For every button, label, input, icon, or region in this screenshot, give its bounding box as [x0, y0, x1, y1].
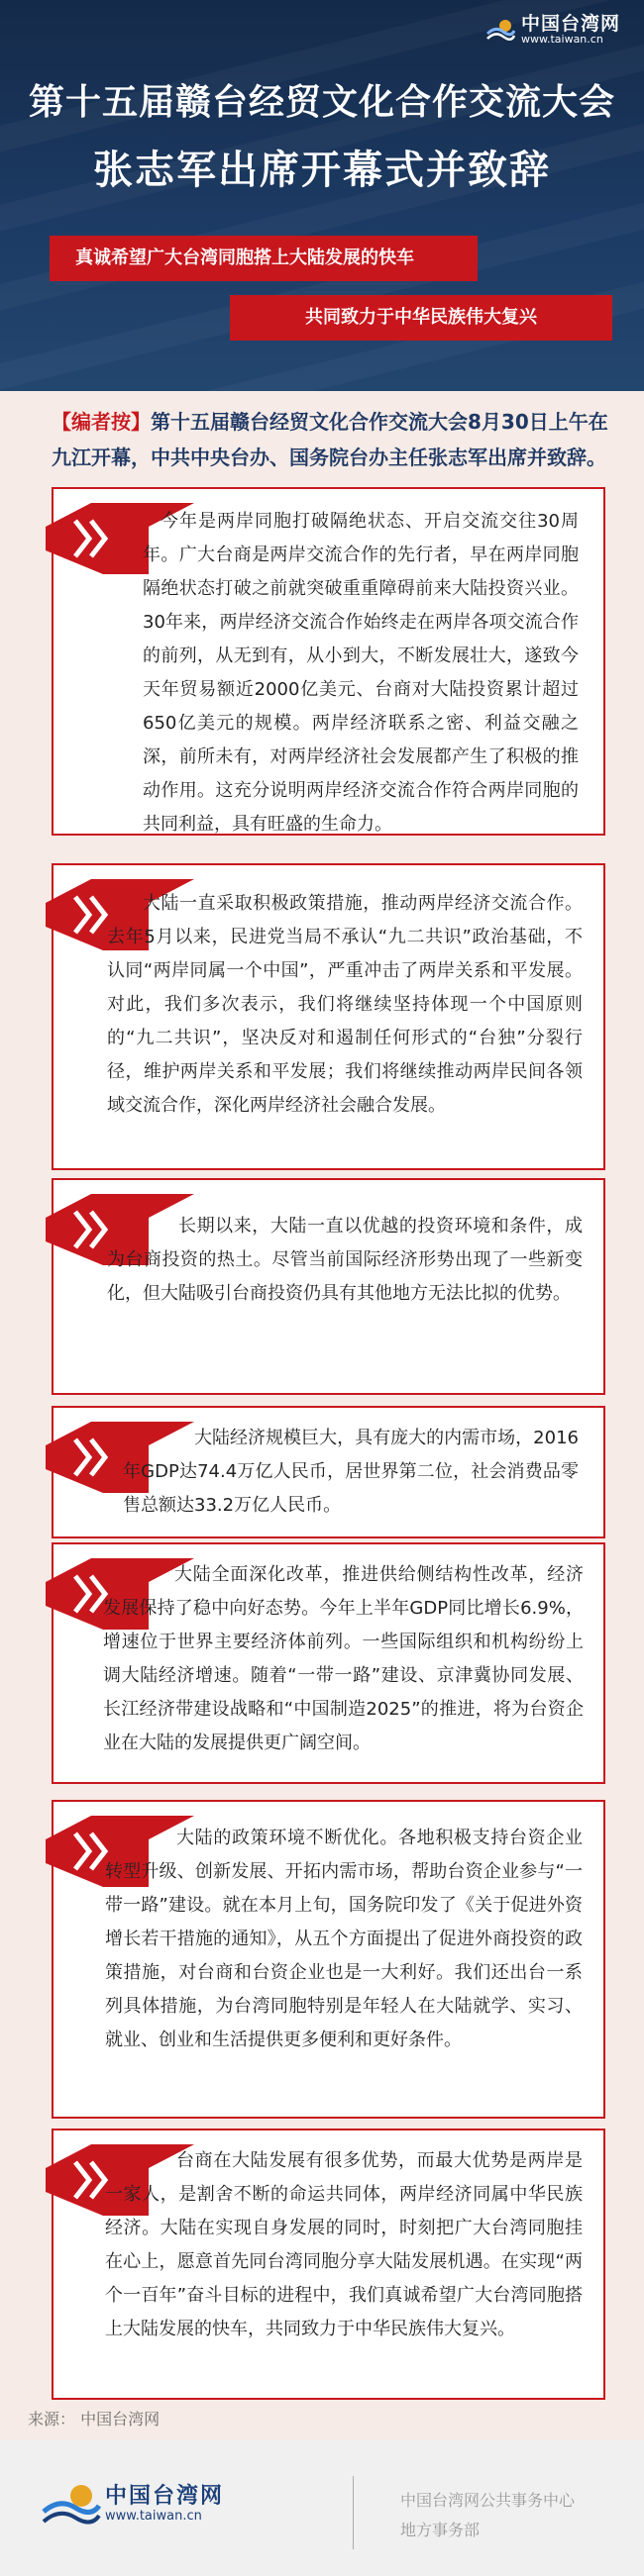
section-text: 大陆经济规模巨大，具有庞大的内需市场，2016年GDP达74.4万亿人民币，居世界第二位，社会消费品零售总额达33.2万亿人民币。 — [123, 1428, 579, 1516]
section-card — [52, 1406, 605, 1538]
header — [0, 0, 644, 391]
section-text: 大陆的政策环境不断优化。各地积极支持台资企业转型升级、创新发展、开拓内需市场，帮助台资企业参与“一带一路”建设。就在本月上旬，国务院印发了《关于促进外资增长若干措施的通知》，从五个方面提出了促进外商投资的政策措施，对台商和台资企业也是一大利好。我们还出台一系列具体措施，为台湾同胞特别是年轻人在大陆就学、实习、就业、创业和生活提供更多便利和更好条件。 — [105, 1828, 583, 2050]
page-title-line2: 张志军出席开幕式并致辞 — [93, 147, 551, 193]
logo-icon — [42, 2482, 101, 2527]
editor-note — [52, 404, 612, 475]
section-card — [52, 1800, 605, 2119]
section-card — [52, 1178, 605, 1395]
footer-logo-url: www.taiwan.cn — [105, 2509, 202, 2524]
footer-logo[interactable] — [42, 2482, 224, 2527]
section-text: 长期以来，大陆一直以优越的投资环境和条件，成为台商投资的热土。尽管当前国际经济形势出现了一些新变化，但大陆吸引台商投资仍具有其他地方无法比拟的优势。 — [107, 1216, 583, 1304]
section-card — [52, 1542, 605, 1784]
section-text: 大陆全面深化改革，推进供给侧结构性改革，经济发展保持了稳中向好态势。今年上半年GDP同比增长6.9%，增速位于世界主要经济体前列。一些国际组织和机构纷纷上调大陆经济增速。随着“一带一路”建设、京津冀协同发展、长江经济带建设战略和“中国制造2025”的推进，将为台资企业在大陆的发展提供更广阔空间。 — [103, 1564, 584, 1753]
footer — [0, 2440, 644, 2576]
logo-url: www.taiwan.cn — [520, 33, 603, 46]
editor-note-tag: 【编者按】 — [52, 410, 151, 434]
page-title-line1: 第十五届赣台经贸文化合作交流大会 — [28, 81, 615, 123]
headline-banner-2: 共同致力于中华民族伟大复兴 — [230, 295, 612, 341]
section-text: 今年是两岸同胞打破隔绝状态、开启交流交往30周年。广大台商是两岸交流合作的先行者，早在两岸同胞隔绝状态打破之前就突破重重障碍前来大陆投资兴业。30年来，两岸经济交流合作始终走在两岸各项交流合作的前列，从无到有，从小到大，不断发展壮大，遂致今天年贸易额近2000亿美元、台商对大陆投资累计超过650亿美元的规模。两岸经济联系之密、利益交融之深，前所未有，对两岸经济社会发展都产生了积极的推动作用。这充分说明两岸经济交流合作符合两岸同胞的共同利益，具有旺盛的生命力。 — [143, 511, 579, 835]
section-text: 大陆一直采取积极政策措施，推动两岸经济交流合作。去年5月以来，民进党当局不承认“九二共识”政治基础，不认同“两岸同属一个中国”，严重冲击了两岸关系和平发展。对此，我们多次表示，我们将继续坚持体现一个中国原则的“九二共识”，坚决反对和遏制任何形式的“台独”分裂行径，维护两岸关系和平发展；我们将继续推动两岸民间各领域交流合作，深化两岸经济社会融合发展。 — [107, 893, 583, 1116]
footer-logo-name: 中国台湾网 — [105, 2484, 225, 2509]
site-logo[interactable] — [485, 14, 620, 46]
logo-name: 中国台湾网 — [520, 13, 620, 35]
section-card — [52, 2129, 605, 2400]
section-text: 台商在大陆发展有很多优势，而最大优势是两岸是一家人，是割舍不断的命运共同体，两岸经济同属中华民族经济。大陆在实现自身发展的同时，时刻把广大台湾同胞挂在心上，愿意首先同台湾同胞分享大陆发展机遇。在实现“两个一百年”奋斗目标的进程中，我们真诚希望广大台湾同胞搭上大陆发展的快车，共同致力于中华民族伟大复兴。 — [105, 2150, 583, 2339]
footer-org — [400, 2486, 575, 2545]
section-card — [52, 863, 605, 1170]
source-credit: 来源： 中国台湾网 — [28, 2410, 161, 2428]
section-card — [52, 487, 605, 836]
footer-org-line2: 地方事务部 — [400, 2521, 481, 2539]
footer-divider — [353, 2476, 354, 2549]
headline-banner-1: 真诚希望广大台湾同胞搭上大陆发展的快车 — [50, 236, 478, 281]
logo-icon — [485, 18, 515, 42]
footer-org-line1: 中国台湾网公共事务中心 — [400, 2491, 576, 2510]
editor-note-text: 第十五届赣台经贸文化合作交流大会8月30日上午在九江开幕，中共中央台办、国务院台办主任张志军出席并致辞。 — [52, 410, 608, 469]
